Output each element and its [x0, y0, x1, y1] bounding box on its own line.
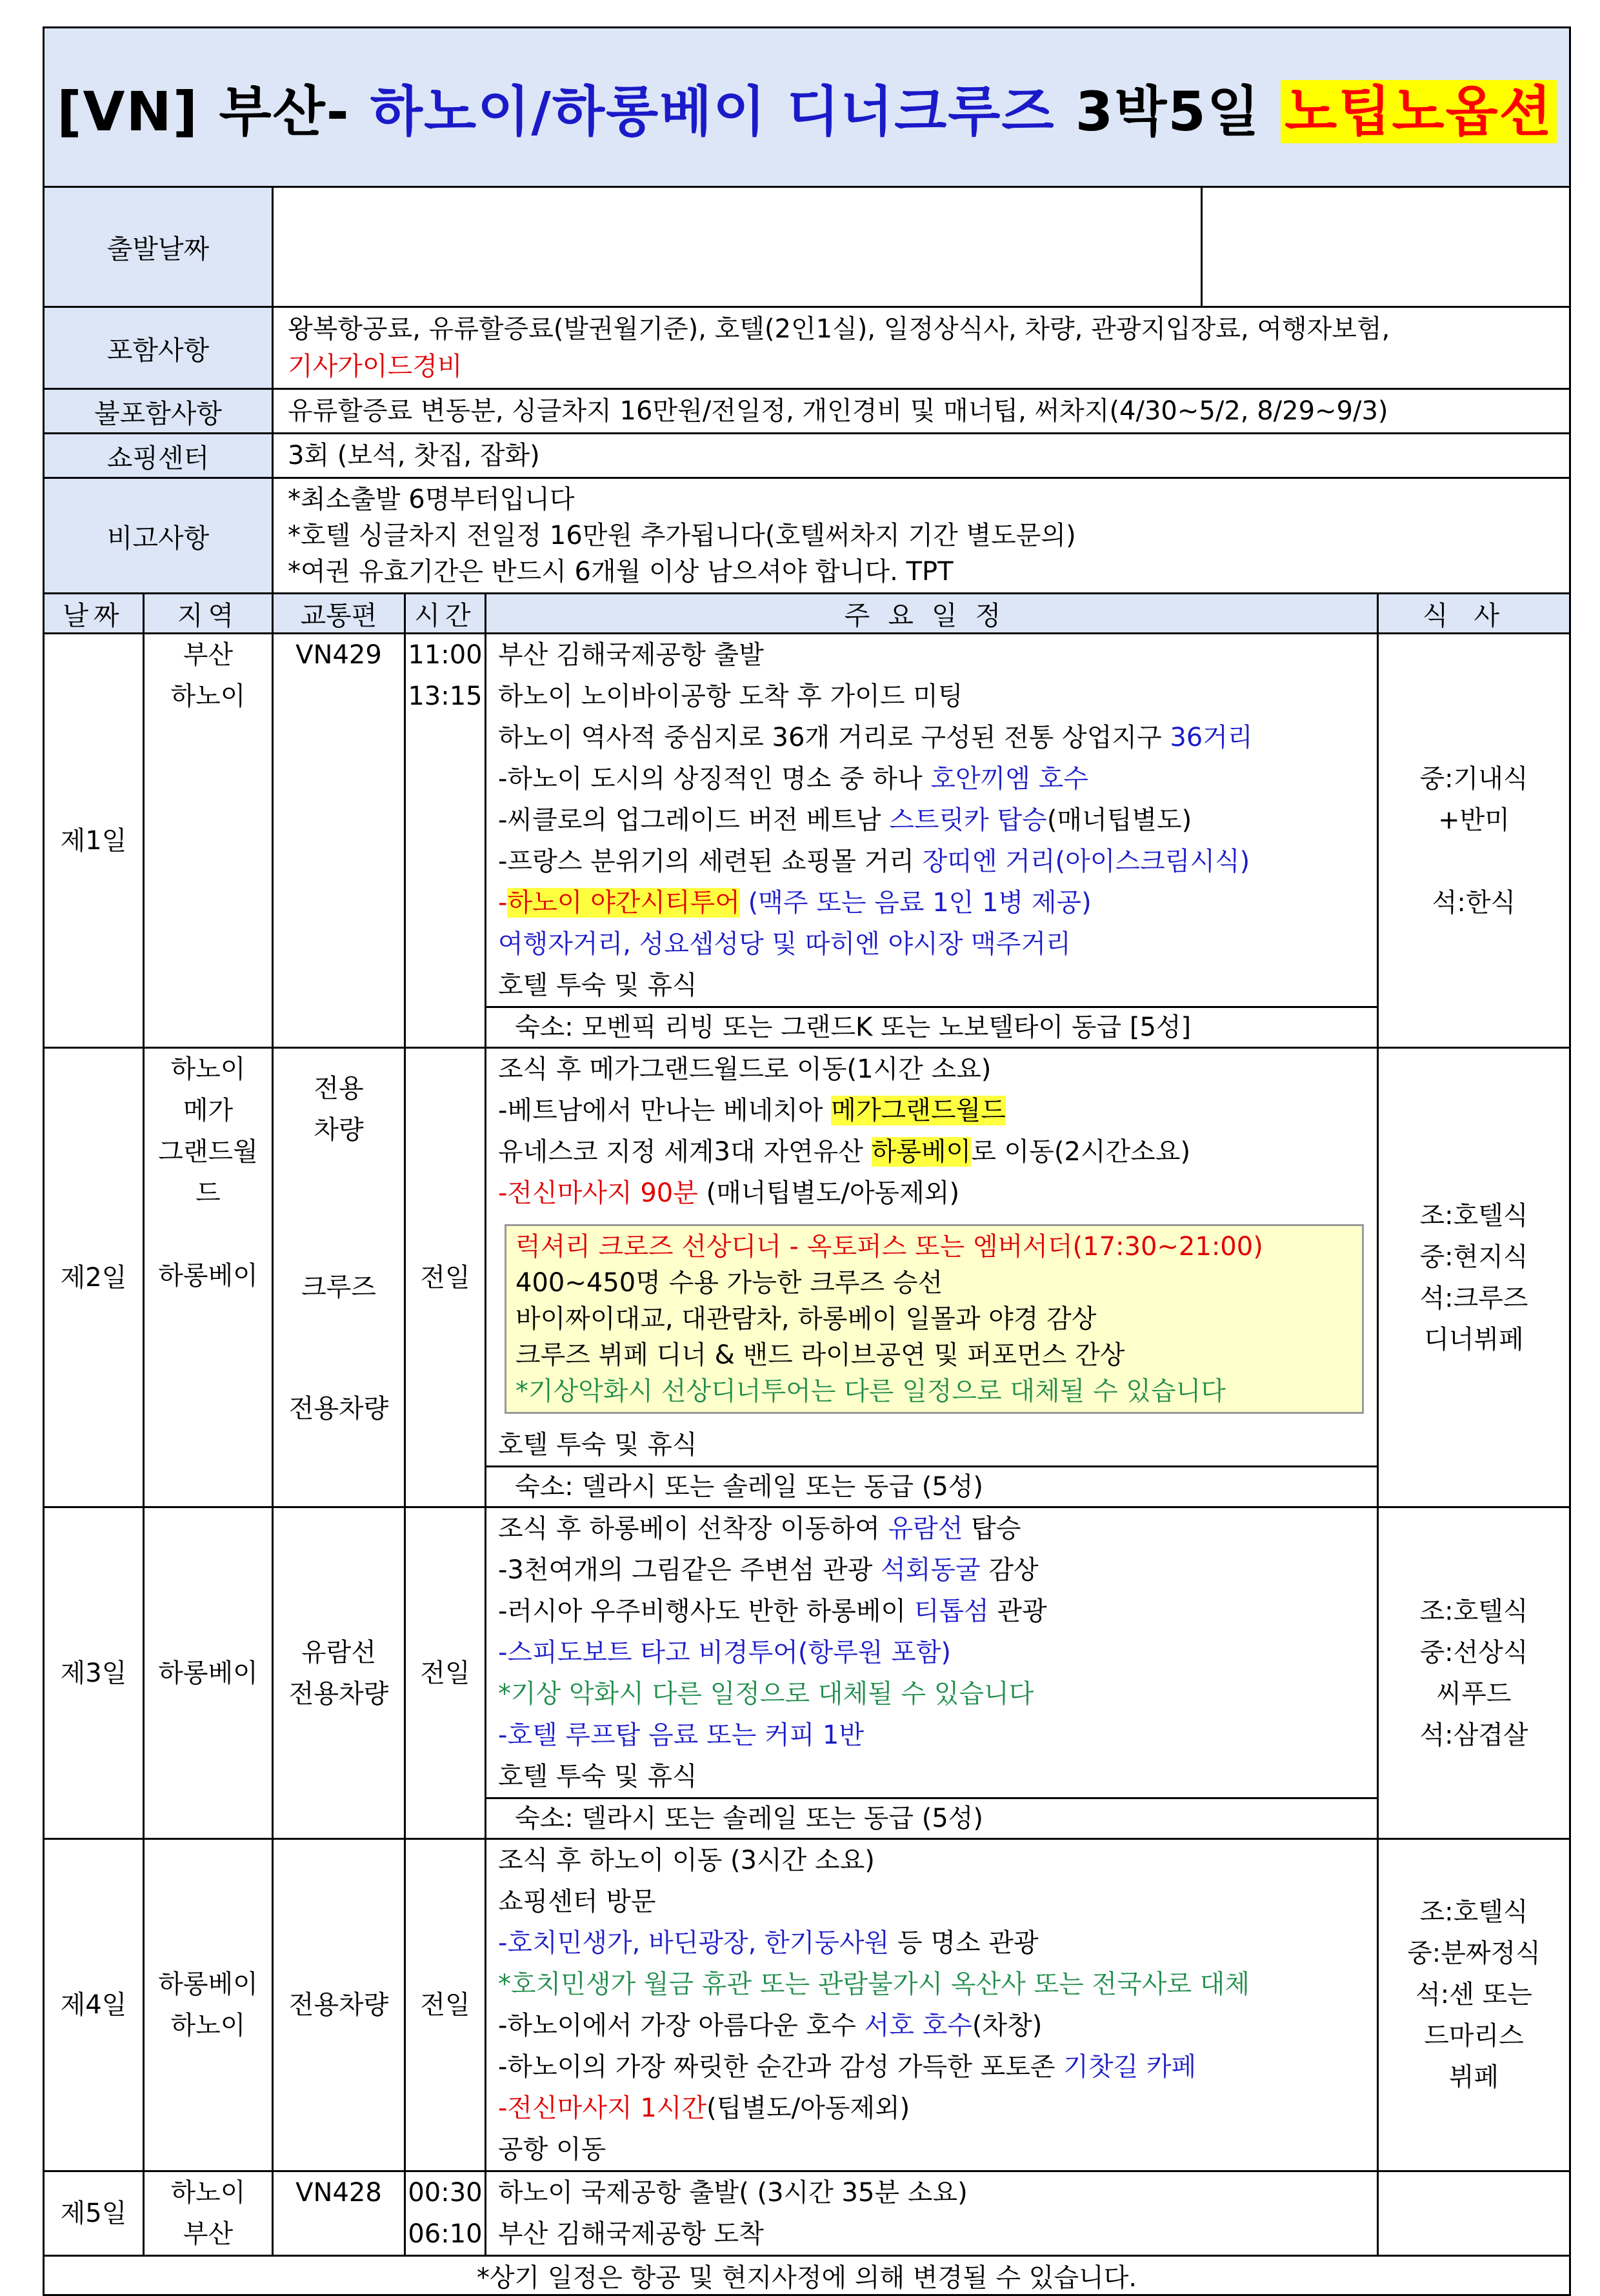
- day5-label: 제5일: [44, 2171, 144, 2256]
- title-duration: 3박5일: [1055, 79, 1281, 143]
- day4-time: 전일: [405, 1839, 486, 2171]
- meal-item: 중:선상식: [1419, 1637, 1528, 1667]
- transport-item: 유람선: [301, 1637, 376, 1667]
- title-prefix: [VN] 부산-: [57, 79, 370, 143]
- day5-time: [405, 2171, 486, 2256]
- meal-item: +반미: [1438, 805, 1510, 835]
- shopping-text: 3회 (보석, 찻집, 잡화): [273, 434, 1570, 478]
- day2-hotel: 숙소: 델라시 또는 솔레일 또는 동급 (5성): [486, 1465, 1377, 1506]
- schedule-line: *기상 악화시 다른 일정으로 대체될 수 있습니다: [498, 1679, 1034, 1709]
- meal-item: 중:기내식: [1419, 763, 1528, 794]
- shopping-label: 쇼핑센터: [44, 434, 273, 478]
- meal-item: 중:현지식: [1419, 1242, 1528, 1272]
- schedule-line: 쇼핑센터 방문: [498, 1887, 656, 1917]
- departure-date-cell[interactable]: [273, 187, 1202, 307]
- excluded-label: 불포함사항: [44, 389, 273, 434]
- time-item: 11:00: [408, 640, 483, 670]
- included-red-text: 기사가이드경비: [288, 352, 463, 381]
- title-badge: 노팁노옵션: [1281, 80, 1557, 143]
- day1-meal: [1378, 634, 1570, 1048]
- excluded-text: 유류할증료 변동분, 싱글차지 16만원/전일정, 개인경비 및 매너팁, 써차지(4/30~5/2, 8/29~9/3): [273, 389, 1570, 434]
- schedule-line: -하노이에서 가장 아름다운 호수 서호 호수(차창): [498, 2011, 1043, 2040]
- schedule-line: -프랑스 분위기의 세련된 쇼핑몰 거리 장띠엔 거리(아이스크림시식): [498, 847, 1250, 876]
- schedule-line: 호텔 투숙 및 휴식: [498, 971, 697, 1000]
- schedule-line: -베트남에서 만나는 베네치아 메가그랜드월드: [498, 1096, 1006, 1125]
- schedule-line: -호텔 루프탑 음료 또는 커피 1반: [498, 1720, 865, 1750]
- schedule-line: 하노이 국제공항 출발( (3시간 35분 소요): [498, 2178, 968, 2208]
- schedule-line: -하노이 야간시티투어 (맥주 또는 음료 1인 1병 제공): [498, 888, 1092, 918]
- title-destination: 하노이/하롱베이 디너크루즈: [370, 79, 1055, 143]
- meal-item: 중:분짜정식: [1407, 1939, 1541, 1968]
- schedule-line: 여행자거리, 성요셉성당 및 따히엔 야시장 맥주거리: [498, 929, 1071, 959]
- schedule-line: 공항 이동: [498, 2135, 606, 2164]
- day5-schedule: [486, 2171, 1378, 2256]
- day2-transport: [273, 1048, 405, 1507]
- day3-label: 제3일: [44, 1507, 144, 1839]
- schedule-line: -씨클로의 업그레이드 버전 베트남 스트릿카 탑승(매너팁별도): [498, 805, 1192, 835]
- page-title: [44, 28, 1570, 187]
- cruise-line: 크루즈 뷔페 디너 & 밴드 라이브공연 및 퍼포먼스 간상: [515, 1340, 1125, 1370]
- included-label: 포함사항: [44, 307, 273, 389]
- included-content: [273, 307, 1570, 389]
- schedule-line: 하노이 역사적 중심지로 36개 거리로 구성된 전통 상업지구 36거리: [498, 723, 1253, 752]
- region-item: 그랜드월: [158, 1137, 258, 1167]
- transport-item: 전용: [314, 1074, 364, 1103]
- day1-schedule: [486, 634, 1378, 1048]
- header-transport: 교통편: [273, 594, 405, 634]
- time-item: 13:15: [408, 681, 483, 711]
- transport-item: 크루즈: [301, 1273, 376, 1302]
- day1-time: [405, 634, 486, 1048]
- region-item: 하롱베이: [158, 1969, 258, 1999]
- meal-item: 씨푸드: [1436, 1678, 1512, 1709]
- schedule-line: 조식 후 하노이 이동 (3시간 소요): [498, 1846, 875, 1875]
- header-region: 지역: [144, 594, 273, 634]
- meal-item: 뷔페: [1448, 2062, 1499, 2092]
- day3-time: 전일: [405, 1507, 486, 1839]
- schedule-line: -하노이의 가장 짜릿한 순간과 감성 가득한 포토존 기찻길 카페: [498, 2052, 1197, 2082]
- day2-row: [44, 1048, 1570, 1507]
- schedule-line: -스피도보트 타고 비경투어(항루원 포함): [498, 1638, 952, 1667]
- region-item: 하노이: [170, 681, 246, 711]
- day2-time: 전일: [405, 1048, 486, 1507]
- schedule-line: -3천여개의 그림같은 주변섬 관광 석회동굴 감상: [498, 1555, 1039, 1585]
- schedule-header-row: [44, 594, 1570, 634]
- day1-row: [44, 634, 1570, 1048]
- day2-region: [144, 1048, 273, 1507]
- schedule-line: 조식 후 메가그랜드월드로 이동(1시간 소요): [498, 1054, 992, 1084]
- day1-transport: VN429: [273, 634, 405, 1048]
- meal-item: 석:삼겹살: [1419, 1720, 1528, 1750]
- transport-item: 전용차량: [288, 1678, 389, 1709]
- cruise-line: *기상악화시 선상디너투어는 다른 일정으로 대체될 수 있습니다: [515, 1376, 1226, 1406]
- region-item: 드: [195, 1178, 221, 1208]
- header-schedule: 주요일정: [486, 594, 1378, 634]
- day3-schedule: [486, 1507, 1378, 1839]
- schedule-line: 호텔 투숙 및 휴식: [498, 1762, 697, 1791]
- notes-content: [273, 478, 1570, 594]
- meal-item: 조:호텔식: [1419, 1200, 1528, 1231]
- day4-label: 제4일: [44, 1839, 144, 2171]
- header-time: 시간: [405, 594, 486, 634]
- schedule-line: 유네스코 지정 세계3대 자연유산 하롱베이로 이동(2시간소요): [498, 1137, 1191, 1167]
- day5-region: [144, 2171, 273, 2256]
- note-item: *호텔 싱글차지 전일정 16만원 추가됩니다(호텔써차지 기간 별도문의): [288, 521, 1076, 550]
- schedule-line: 하노이 노이바이공항 도착 후 가이드 미팅: [498, 681, 963, 711]
- itinerary-document: [43, 26, 1569, 2296]
- day5-row: [44, 2171, 1570, 2256]
- schedule-line: -호치민생가, 바딘광장, 한기둥사원 등 명소 관광: [498, 1928, 1039, 1958]
- schedule-line: 부산 김해국제공항 출발: [498, 640, 764, 670]
- day4-transport: 전용차량: [273, 1839, 405, 2171]
- meal-item: 조:호텔식: [1419, 1596, 1528, 1626]
- day4-schedule: [486, 1839, 1378, 2171]
- notes-label: 비고사항: [44, 478, 273, 594]
- region-item: 하노이: [170, 1054, 246, 1084]
- region-item: 하롱베이: [158, 1261, 258, 1291]
- header-day: 날짜: [44, 594, 144, 634]
- region-item: 부산: [183, 640, 234, 670]
- note-item: *최소출발 6명부터입니다: [288, 485, 575, 514]
- footer-note: *상기 일정은 항공 및 현지사정에 의해 변경될 수 있습니다.: [44, 2256, 1570, 2295]
- transport-item: 전용차량: [288, 1394, 389, 1424]
- day5-transport: VN428: [273, 2171, 405, 2256]
- note-item: *여권 유효기간은 반드시 6개월 이상 남으셔야 합니다. TPT: [288, 557, 954, 587]
- day4-region: [144, 1839, 273, 2171]
- schedule-table: [43, 592, 1571, 2296]
- day3-region: 하롱베이: [144, 1507, 273, 1839]
- schedule-line: 조식 후 하롱베이 선착장 이동하여 유람선 탑승: [498, 1514, 1021, 1544]
- day3-row: [44, 1507, 1570, 1839]
- day1-region: [144, 634, 273, 1048]
- schedule-line: -하노이 도시의 상징적인 명소 중 하나 호안끼엠 호수: [498, 764, 1088, 794]
- cruise-line: 럭셔리 크로즈 선상디너 - 옥토퍼스 또는 엠버서더(17:30~21:00): [515, 1232, 1263, 1262]
- day2-label: 제2일: [44, 1048, 144, 1507]
- meal-item: 석:한식: [1432, 887, 1516, 918]
- day3-transport: [273, 1507, 405, 1839]
- schedule-line: 부산 김해국제공항 도착: [498, 2219, 764, 2249]
- region-item: 부산: [183, 2219, 234, 2249]
- day3-meal: [1378, 1507, 1570, 1839]
- departure-label: 출발날짜: [44, 187, 273, 307]
- time-item: 00:30: [408, 2178, 483, 2208]
- transport-item: 차량: [314, 1115, 364, 1145]
- meal-item: 석:크루즈: [1419, 1283, 1528, 1313]
- day3-hotel: 숙소: 델라시 또는 솔레일 또는 동급 (5성): [486, 1797, 1377, 1838]
- region-item: 하노이: [170, 2011, 246, 2040]
- schedule-line: -전신마사지 90분 (매너팁별도/아동제외): [498, 1178, 960, 1208]
- departure-extra-cell[interactable]: [1202, 187, 1570, 307]
- meal-item: 석:센 또는: [1415, 1980, 1532, 2009]
- meal-item: 조:호텔식: [1419, 1897, 1528, 1927]
- schedule-line: 호텔 투숙 및 휴식: [498, 1430, 697, 1460]
- day2-meal: [1378, 1048, 1570, 1507]
- day1-label: 제1일: [44, 634, 144, 1048]
- day5-meal: [1378, 2171, 1570, 2256]
- included-text: 왕복항공료, 유류할증료(발권월기준), 호텔(2인1실), 일정상식사, 차량, 관광지입장료, 여행자보험,: [288, 314, 1390, 344]
- info-table: [43, 26, 1571, 594]
- cruise-line: 바이짜이대교, 대관람차, 하롱베이 일몰과 야경 감상: [515, 1304, 1097, 1334]
- meal-item: 디너뷔페: [1424, 1324, 1524, 1354]
- region-item: 하노이: [170, 2178, 246, 2208]
- schedule-line: -러시아 우주비행사도 반한 하롱베이 티톱섬 관광: [498, 1596, 1047, 1626]
- header-meal: 식사: [1378, 594, 1570, 634]
- cruise-line: 400~450명 수용 가능한 크루즈 승선: [515, 1268, 943, 1298]
- cruise-box: [505, 1224, 1364, 1414]
- schedule-line: *호치민생가 월금 휴관 또는 관람불가시 옥산사 또는 전국사로 대체: [498, 1969, 1250, 1999]
- meal-item: 드마리스: [1424, 2021, 1524, 2051]
- day4-meal: [1378, 1839, 1570, 2171]
- time-item: 06:10: [408, 2219, 483, 2249]
- day1-hotel: 숙소: 모벤픽 리빙 또는 그랜드K 또는 노보텔타이 동급 [5성]: [486, 1006, 1377, 1047]
- schedule-line: -전신마사지 1시간(팁별도/아동제외): [498, 2093, 910, 2123]
- region-item: 메가: [183, 1096, 234, 1125]
- day2-schedule: [486, 1048, 1378, 1507]
- day4-row: [44, 1839, 1570, 2171]
